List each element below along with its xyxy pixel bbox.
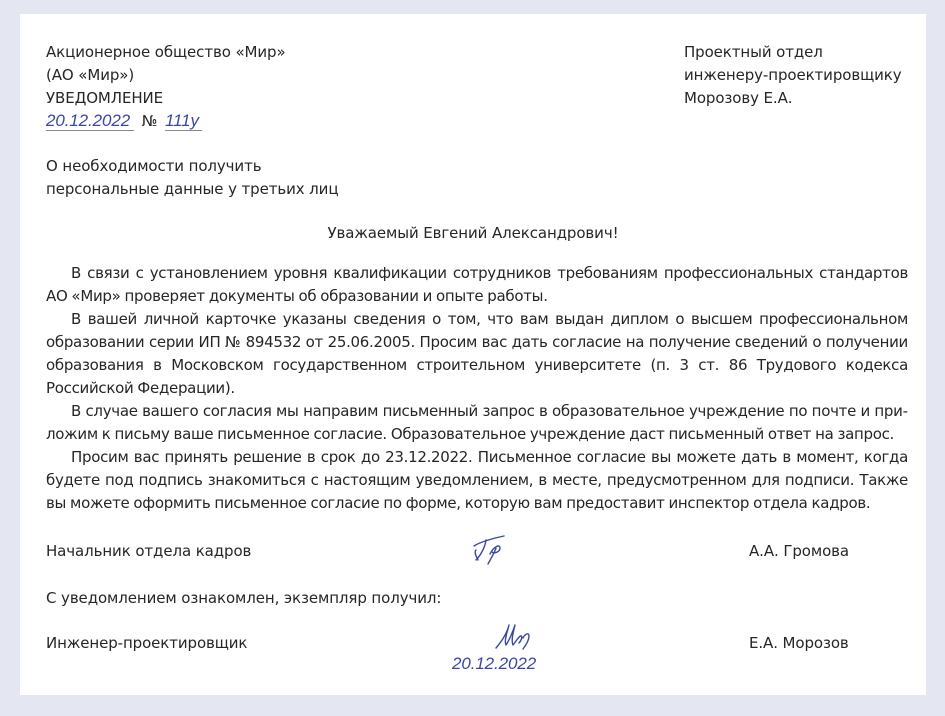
paragraph: В случае вашего согласия мы направим письменный запрос в образовательное учреждение по почте и приложим к письму ваше письменное согласие. Образовательное учреждение даст письменный ответ на запрос. — [46, 402, 908, 443]
employee-name: Е.А. Морозов — [749, 634, 849, 652]
paragraph: В вашей личной карточке указаны сведения о том, что вам выдан диплом о высшем профессиональном образовании серии ИП № 894532 от 25.06.2005. Просим вас дать согласие на получение сведений о получении образования в Московском государственном строительном университете (п. 3 ст. 86 Трудового кодекса Российской Федерации). — [46, 310, 908, 397]
date-number-line — [46, 110, 202, 133]
document-type: УВЕДОМЛЕНИЕ — [46, 89, 164, 107]
subject-line-2: персональные данные у третьих лиц — [46, 180, 339, 198]
letter-body — [46, 262, 908, 515]
recipient-department: Проектный отдел — [684, 43, 823, 61]
signature-gromova — [466, 532, 526, 566]
signer-position: Начальник отдела кадров — [46, 542, 252, 560]
document-page — [20, 14, 926, 695]
document-number: 111у — [165, 112, 202, 131]
recipient-name: Морозову Е.А. — [684, 89, 793, 107]
subject-line-1: О необходимости получить — [46, 157, 262, 175]
org-short-name: (АО «Мир») — [46, 66, 135, 84]
employee-signed-date: 20.12.2022 — [452, 654, 537, 673]
acknowledgement-text: С уведомлением ознакомлен, экземпляр получил: — [46, 589, 442, 607]
document-date: 20.12.2022 — [46, 112, 134, 131]
employee-position: Инженер-проектировщик — [46, 634, 248, 652]
number-sign: № — [141, 112, 158, 130]
org-full-name: Акционерное общество «Мир» — [46, 43, 286, 61]
paragraph: Просим вас принять решение в срок до 23.12.2022. Письменное согласие вы можете дать в момент, когда будете под подпись знакомиться с настоящим уведомлением, в месте, предусмотренном для подписи. Также вы можете оформить письменное согласие по форме, которую вам предоставит инспектор отдела кадров. — [46, 448, 908, 512]
salutation: Уважаемый Евгений Александрович! — [327, 224, 619, 242]
signature-morozov — [490, 622, 550, 650]
signer-name: А.А. Громова — [749, 542, 849, 560]
paragraph: В связи с установлением уровня квалификации сотрудников требованиям профессиональных стандартов АО «Мир» проверяет документы об образовании и опыте работы. — [46, 264, 908, 305]
recipient-position: инженеру-проектировщику — [684, 66, 902, 84]
